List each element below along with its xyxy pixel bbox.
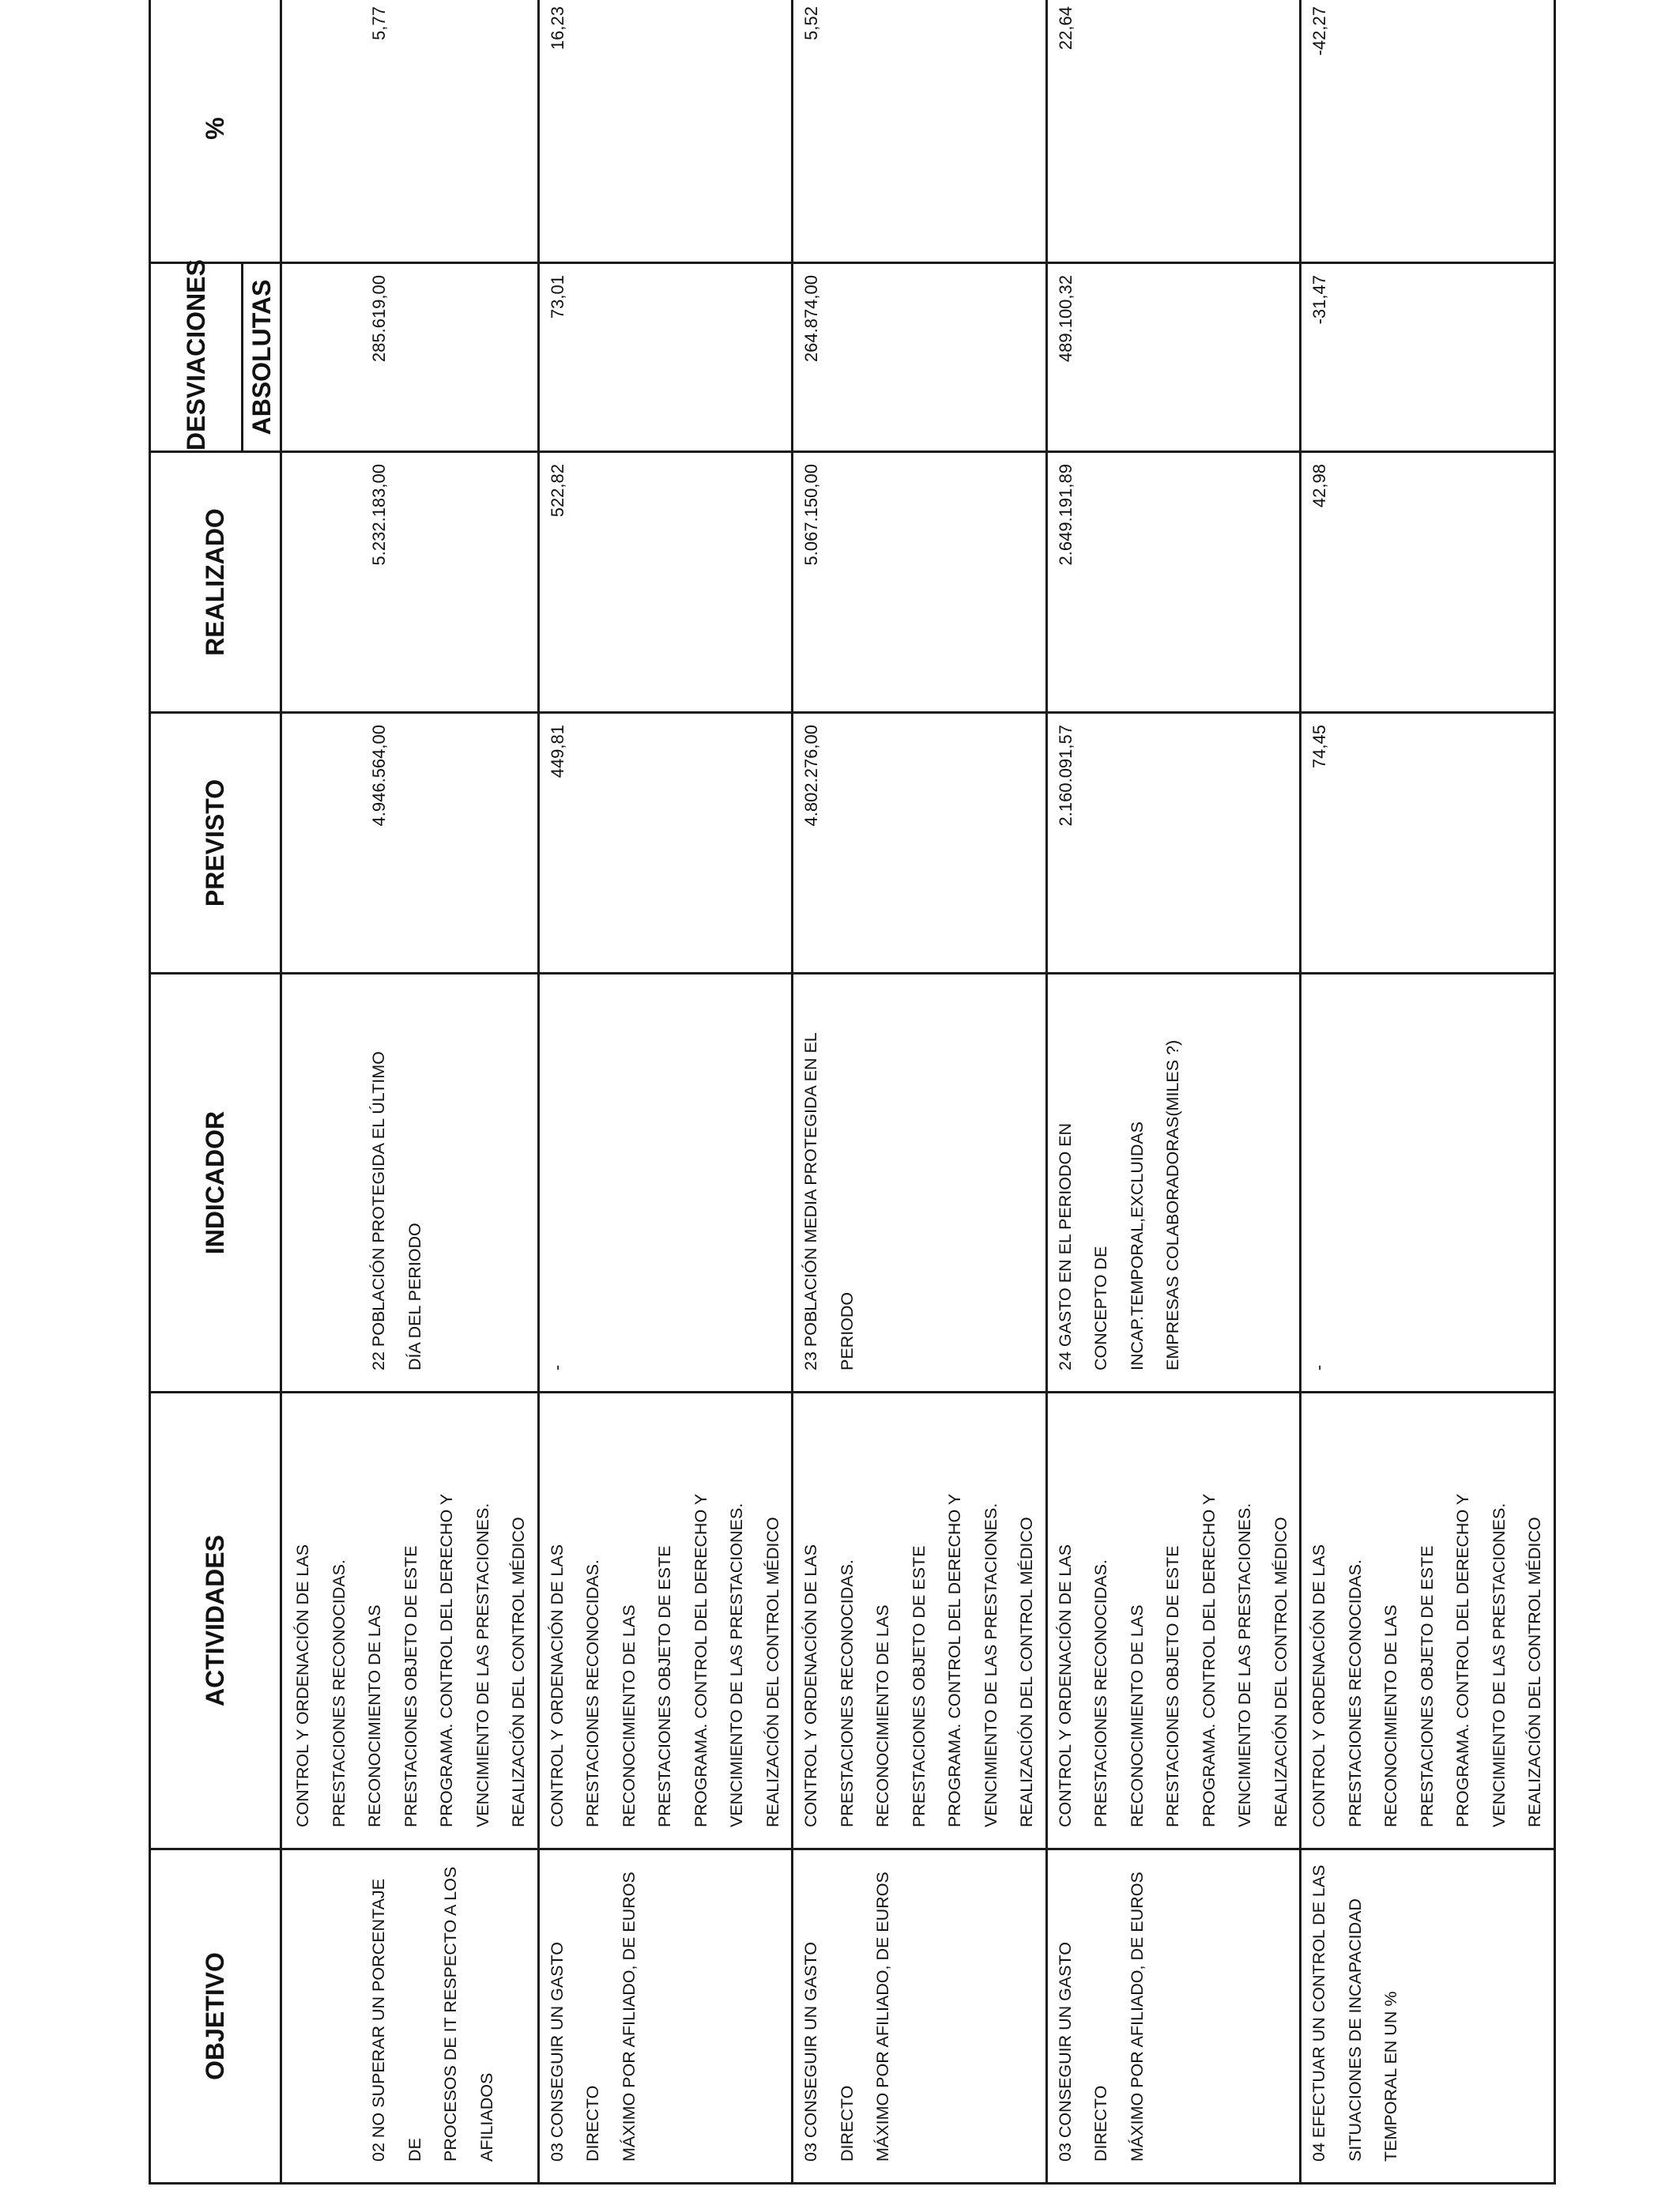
actividades-cell: CONTROL Y ORDENACIÓN DE LAS PRESTACIONES RECONOCIDAS. RECONOCIMIENTO DE LAS PRESTACIONES OBJETO DE ESTE PROGRAMA. CONTROL DEL DERECHO Y VENCIMIENTO DE LAS PRESTACIONES. REALIZACIÓN DEL CONTROL MÉDICO (293, 1493, 528, 1827)
indicador-cell: 23 POBLACIÓN MEDIA PROTEGIDA EN EL PERIODO (801, 1032, 857, 1370)
pct-cell: 22,64 (1055, 6, 1075, 51)
objetivo-cell: 04 EFECTUAR UN CONTROL DE LAS SITUACIONES DE INCAPACIDAD TEMPORAL EN UN % (1309, 1864, 1400, 2162)
actividades-cell: CONTROL Y ORDENACIÓN DE LAS PRESTACIONES RECONOCIDAS. RECONOCIMIENTO DE LAS PRESTACIONES OBJETO DE ESTE PROGRAMA. CONTROL DEL DERECHO Y VENCIMIENTO DE LAS PRESTACIONES. REALIZACIÓN DEL CONTROL MÉDICO (801, 1493, 1036, 1827)
table-row (281, 0, 539, 2184)
indicador-cell: 24 GASTO EN EL PERIODO EN CONCEPTO DE INCAP.TEMPORAL,EXCLUIDAS EMPRESAS COLABORADORAS(MILES ?) (1055, 1039, 1182, 1370)
table-row (1301, 0, 1555, 2184)
realizado-cell: 5.232.183,00 (369, 464, 389, 566)
previsto-cell: 449,81 (547, 725, 567, 778)
header-indicador: INDICADOR (150, 974, 281, 1393)
actividades-cell: CONTROL Y ORDENACIÓN DE LAS PRESTACIONES RECONOCIDAS. RECONOCIMIENTO DE LAS PRESTACIONES OBJETO DE ESTE PROGRAMA. CONTROL DEL DERECHO Y VENCIMIENTO DE LAS PRESTACIONES. REALIZACIÓN DEL CONTROL MÉDICO (1309, 1493, 1544, 1827)
absolutas-cell: -31,47 (1309, 275, 1329, 325)
table-row (538, 0, 793, 2184)
header-objetivo: OBJETIVO (150, 1849, 281, 2184)
realizado-cell: 522,82 (547, 464, 567, 518)
objetivo-cell: 03 CONSEGUIR UN GASTO DIRECTO MÁXIMO POR AFILIADO, DE EUROS (547, 1872, 638, 2162)
header-realizado: REALIZADO (150, 452, 281, 713)
indicador-cell: - (547, 1364, 567, 1370)
report-table (149, 0, 1556, 2185)
table-row (1046, 0, 1301, 2184)
objetivo-cell: 02 NO SUPERAR UN PORCENTAJE DE PROCESOS DE IT RESPECTO A LOS AFILIADOS (369, 1866, 496, 2162)
realizado-cell: 2.649.191,89 (1055, 464, 1075, 566)
absolutas-cell: 264.874,00 (801, 275, 821, 363)
header-previsto: PREVISTO (150, 713, 281, 974)
actividades-cell: CONTROL Y ORDENACIÓN DE LAS PRESTACIONES RECONOCIDAS. RECONOCIMIENTO DE LAS PRESTACIONES OBJETO DE ESTE PROGRAMA. CONTROL DEL DERECHO Y VENCIMIENTO DE LAS PRESTACIONES. REALIZACIÓN DEL CONTROL MÉDICO (1055, 1493, 1290, 1827)
pct-cell: 16,23 (547, 6, 567, 51)
indicador-cell: - (1309, 1364, 1328, 1370)
realizado-cell: 42,98 (1309, 464, 1329, 508)
header-pct: % (150, 0, 281, 263)
pct-cell: 5,52 (801, 6, 821, 40)
absolutas-cell: 489.100,32 (1055, 275, 1075, 363)
pct-cell: -42,27 (1309, 6, 1329, 56)
header-actividades: ACTIVIDADES (150, 1393, 281, 1849)
previsto-cell: 74,45 (1309, 725, 1329, 769)
absolutas-cell: 285.619,00 (369, 275, 389, 363)
indicador-cell: 22 POBLACIÓN PROTEGIDA EL ÚLTIMO DÍA DEL PERIODO (369, 1051, 424, 1370)
table-row (793, 0, 1047, 2184)
objetivo-cell: 03 CONSEGUIR UN GASTO DIRECTO MÁXIMO POR AFILIADO, DE EUROS (1055, 1872, 1147, 2162)
actividades-cell: CONTROL Y ORDENACIÓN DE LAS PRESTACIONES RECONOCIDAS. RECONOCIMIENTO DE LAS PRESTACIONES OBJETO DE ESTE PROGRAMA. CONTROL DEL DERECHO Y VENCIMIENTO DE LAS PRESTACIONES. REALIZACIÓN DEL CONTROL MÉDICO (547, 1493, 782, 1827)
absolutas-cell: 73,01 (547, 275, 567, 319)
header-absolutas: ABSOLUTAS (243, 263, 281, 452)
previsto-cell: 4.802.276,00 (801, 725, 821, 827)
realizado-cell: 5.067.150,00 (801, 464, 821, 566)
header-desviaciones: DESVIACIONES (150, 263, 243, 452)
previsto-cell: 2.160.091,57 (1055, 725, 1075, 827)
previsto-cell: 4.946.564,00 (369, 725, 389, 827)
pct-cell: 5,77 (369, 6, 389, 40)
objetivo-cell: 03 CONSEGUIR UN GASTO DIRECTO MÁXIMO POR AFILIADO, DE EUROS (801, 1872, 892, 2162)
